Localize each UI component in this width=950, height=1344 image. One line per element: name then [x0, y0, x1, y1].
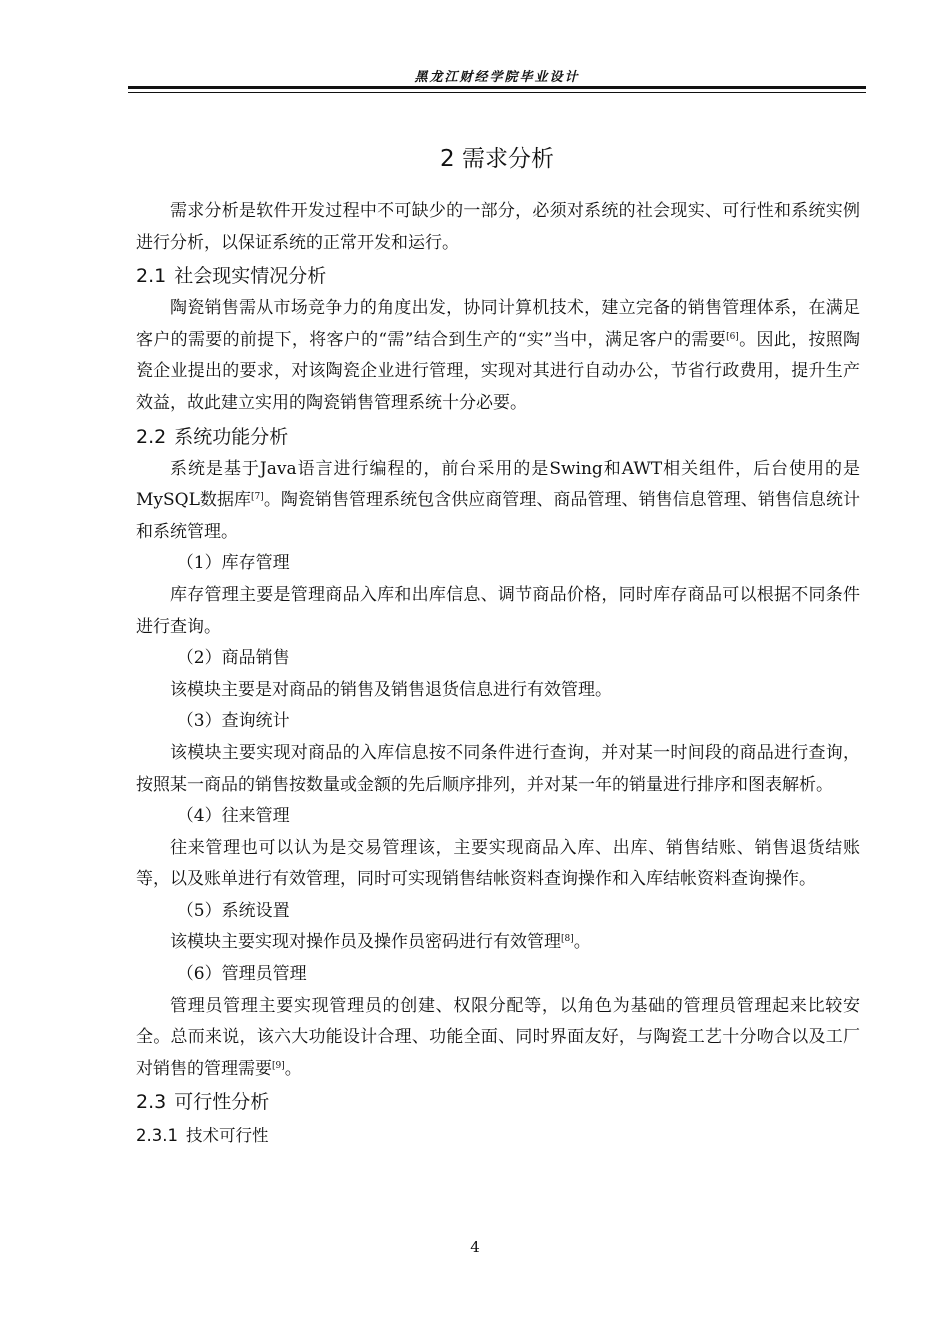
paragraph-text: 管理员管理主要实现管理员的创建、权限分配等，以角色为基础的管理员管理起来比较安全。总而来说，该六大功能设计合理、功能全面、同时界面友好，与陶瓷工艺十分吻合以及工厂对销售的管理需要	[136, 995, 860, 1079]
item-description	[136, 991, 860, 1086]
item-label: （6）管理员管理	[176, 964, 307, 985]
section-number: 2.2	[136, 425, 167, 448]
body-content	[136, 196, 860, 1152]
citation: [8]	[561, 934, 574, 945]
item-label: （3）查询统计	[176, 711, 290, 732]
subsection-heading-2-3-1	[136, 1119, 860, 1152]
item-description	[136, 833, 860, 896]
item-description	[136, 738, 860, 801]
paragraph-text: 系统是基于Java语言进行编程的，前台采用的是Swing和AWT相关组件，后台使用的是MySQL数据库	[136, 458, 860, 511]
citation: [7]	[251, 492, 264, 503]
chapter-title: 2 需求分析	[440, 146, 554, 172]
paragraph-text: 。因此，按照陶瓷企业提出的要求，对该陶瓷企业进行管理，实现对其进行自动办公，节省行政费用，提升生产效益，故此建立实用的陶瓷销售管理系统十分必要。	[136, 329, 861, 413]
item-description	[136, 580, 860, 643]
paragraph-text: 。陶瓷销售管理系统包含供应商管理、商品管理、销售信息管理、销售信息统计和系统管理。	[136, 490, 860, 542]
citation: [9]	[272, 1060, 285, 1071]
paragraph-text: 该模块主要是对商品的销售及销售退货信息进行有效管理。	[170, 679, 612, 700]
header-rule-thin	[128, 92, 866, 93]
section-number: 2.1	[136, 265, 167, 288]
section-title: 系统功能分析	[174, 425, 289, 448]
paragraph-text: 。	[284, 1058, 302, 1079]
section-number: 2.3	[136, 1091, 167, 1114]
section-title: 可行性分析	[174, 1091, 270, 1114]
subsection-title: 技术可行性	[185, 1126, 269, 1146]
item-label: （5）系统设置	[176, 900, 290, 921]
item-description	[136, 675, 860, 707]
subsection-number: 2.3.1	[136, 1126, 178, 1146]
paragraph-text: 往来管理也可以认为是交易管理该，主要实现商品入库、出库、销售结账、销售退货结账等，以及账单进行有效管理，同时可实现销售结帐资料查询操作和入库结帐资料查询操作。	[136, 837, 860, 890]
paragraph-text: 该模块主要实现对操作员及操作员密码进行有效管理	[170, 932, 561, 953]
section-heading-2-2	[136, 420, 860, 454]
section-title: 社会现实情况分析	[174, 265, 327, 288]
citation: [6]	[726, 331, 739, 342]
header-rule-thick	[128, 86, 866, 89]
section-heading-2-1	[136, 259, 860, 293]
section-2-2-paragraph	[136, 454, 860, 549]
paragraph-text: 该模块主要实现对商品的入库信息按不同条件进行查询，并对某一时间段的商品进行查询，按照某一商品的销售按数量或金额的先后顺序排列，并对某一年的销量进行排序和图表解析。	[136, 742, 860, 795]
item-description	[136, 927, 860, 959]
item-label: （4）往来管理	[176, 806, 290, 827]
paragraph-text: 库存管理主要是管理商品入库和出库信息、调节商品价格，同时库存商品可以根据不同条件进行查询。	[136, 584, 860, 637]
item-label: （1）库存管理	[176, 553, 290, 574]
running-header: 黑龙江财经学院毕业设计	[414, 70, 580, 85]
paragraph-text: 陶瓷销售需从市场竞争力的角度出发，协同计算机技术，建立完备的销售管理体系，在满足客户的需要的前提下，将客户的“需”结合到生产的“实”当中，满足客户的需要	[136, 298, 860, 350]
item-label: （2）商品销售	[176, 648, 290, 669]
intro-paragraph: 需求分析是软件开发过程中不可缺少的一部分，必须对系统的社会现实、可行性和系统实例进行分析，以保证系统的正常开发和运行。	[136, 201, 860, 253]
page-number: 4	[470, 1238, 480, 1256]
section-heading-2-3	[136, 1085, 860, 1119]
paragraph-text: 。	[573, 932, 591, 953]
section-2-1-paragraph	[136, 293, 860, 419]
